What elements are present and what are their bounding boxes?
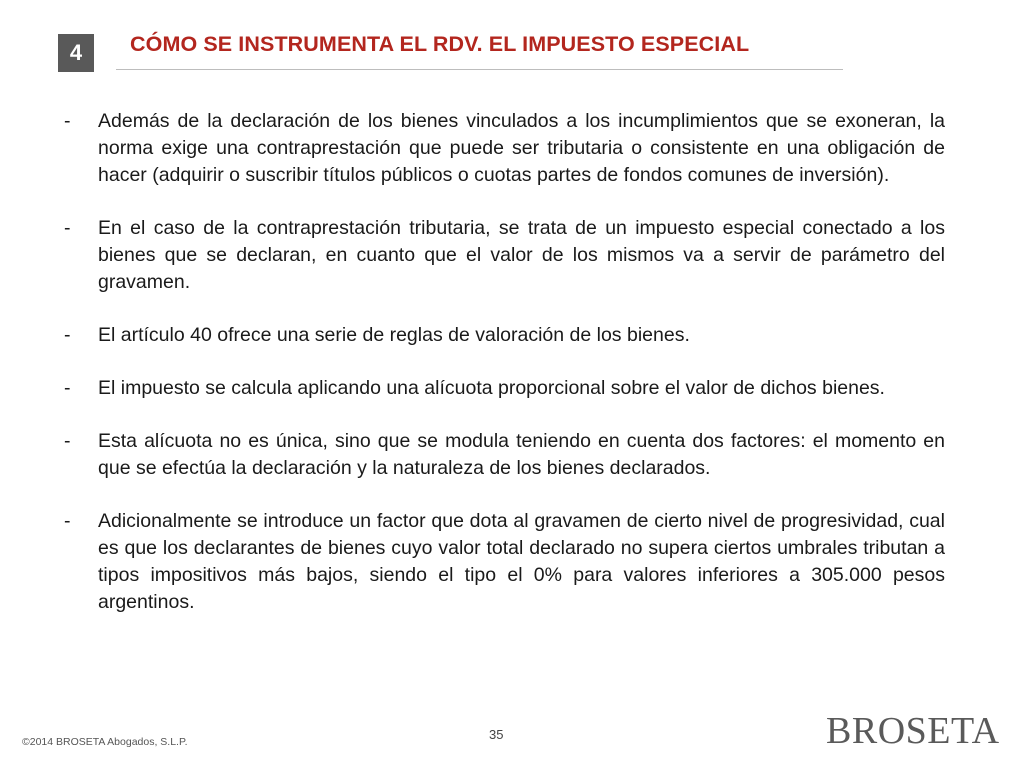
bullet-marker: - (64, 430, 71, 452)
footer-copyright: ©2014 BROSETA Abogados, S.L.P. (22, 736, 188, 748)
bullet-marker: - (64, 324, 71, 346)
bullet-item (62, 322, 945, 349)
bullet-marker: - (64, 110, 71, 132)
bullet-text: El artículo 40 ofrece una serie de reglas de valoración de los bienes. (98, 324, 690, 346)
bullet-text: El impuesto se calcula aplicando una alícuota proporcional sobre el valor de dichos bienes. (98, 377, 885, 399)
page-number: 35 (489, 727, 504, 742)
bullet-list (62, 108, 945, 616)
broseta-logo: BROSETA (826, 710, 1000, 752)
section-number-badge: 4 (58, 34, 94, 72)
bullet-marker: - (64, 217, 71, 239)
bullet-item (62, 428, 945, 482)
bullet-text: En el caso de la contraprestación tributaria, se trata de un impuesto especial conectado a los bienes que se declaran, en cuanto que el valor de los mismos va a servir de parámetro del gravamen. (98, 217, 945, 293)
bullet-marker: - (64, 377, 71, 399)
bullet-text: Adicionalmente se introduce un factor que dota al gravamen de cierto nivel de progresividad, cual es que los declarantes de bienes cuyo valor total declarado no supera ciertos umbrales tributan a tipos impositivos más bajos, siendo el tipo el 0% para valores inferiores a 305.000 pesos argentinos. (98, 510, 945, 613)
bullet-marker: - (64, 510, 71, 532)
bullet-text: Además de la declaración de los bienes vinculados a los incumplimientos que se exoneran, la norma exige una contraprestación que puede ser tributaria o consistente en una obligación de hacer (adquirir o suscribir títulos públicos o cuotas partes de fondos comunes de inversión). (98, 110, 945, 186)
bullet-item (62, 108, 945, 189)
bullet-item (62, 375, 945, 402)
title-divider (116, 69, 843, 70)
bullet-text: Esta alícuota no es única, sino que se modula teniendo en cuenta dos factores: el momento en que se efectúa la declaración y la naturaleza de los bienes declarados. (98, 430, 945, 479)
slide-title: CÓMO SE INSTRUMENTA EL RDV. EL IMPUESTO ESPECIAL (130, 32, 750, 56)
bullet-item (62, 508, 945, 616)
bullet-item (62, 215, 945, 296)
